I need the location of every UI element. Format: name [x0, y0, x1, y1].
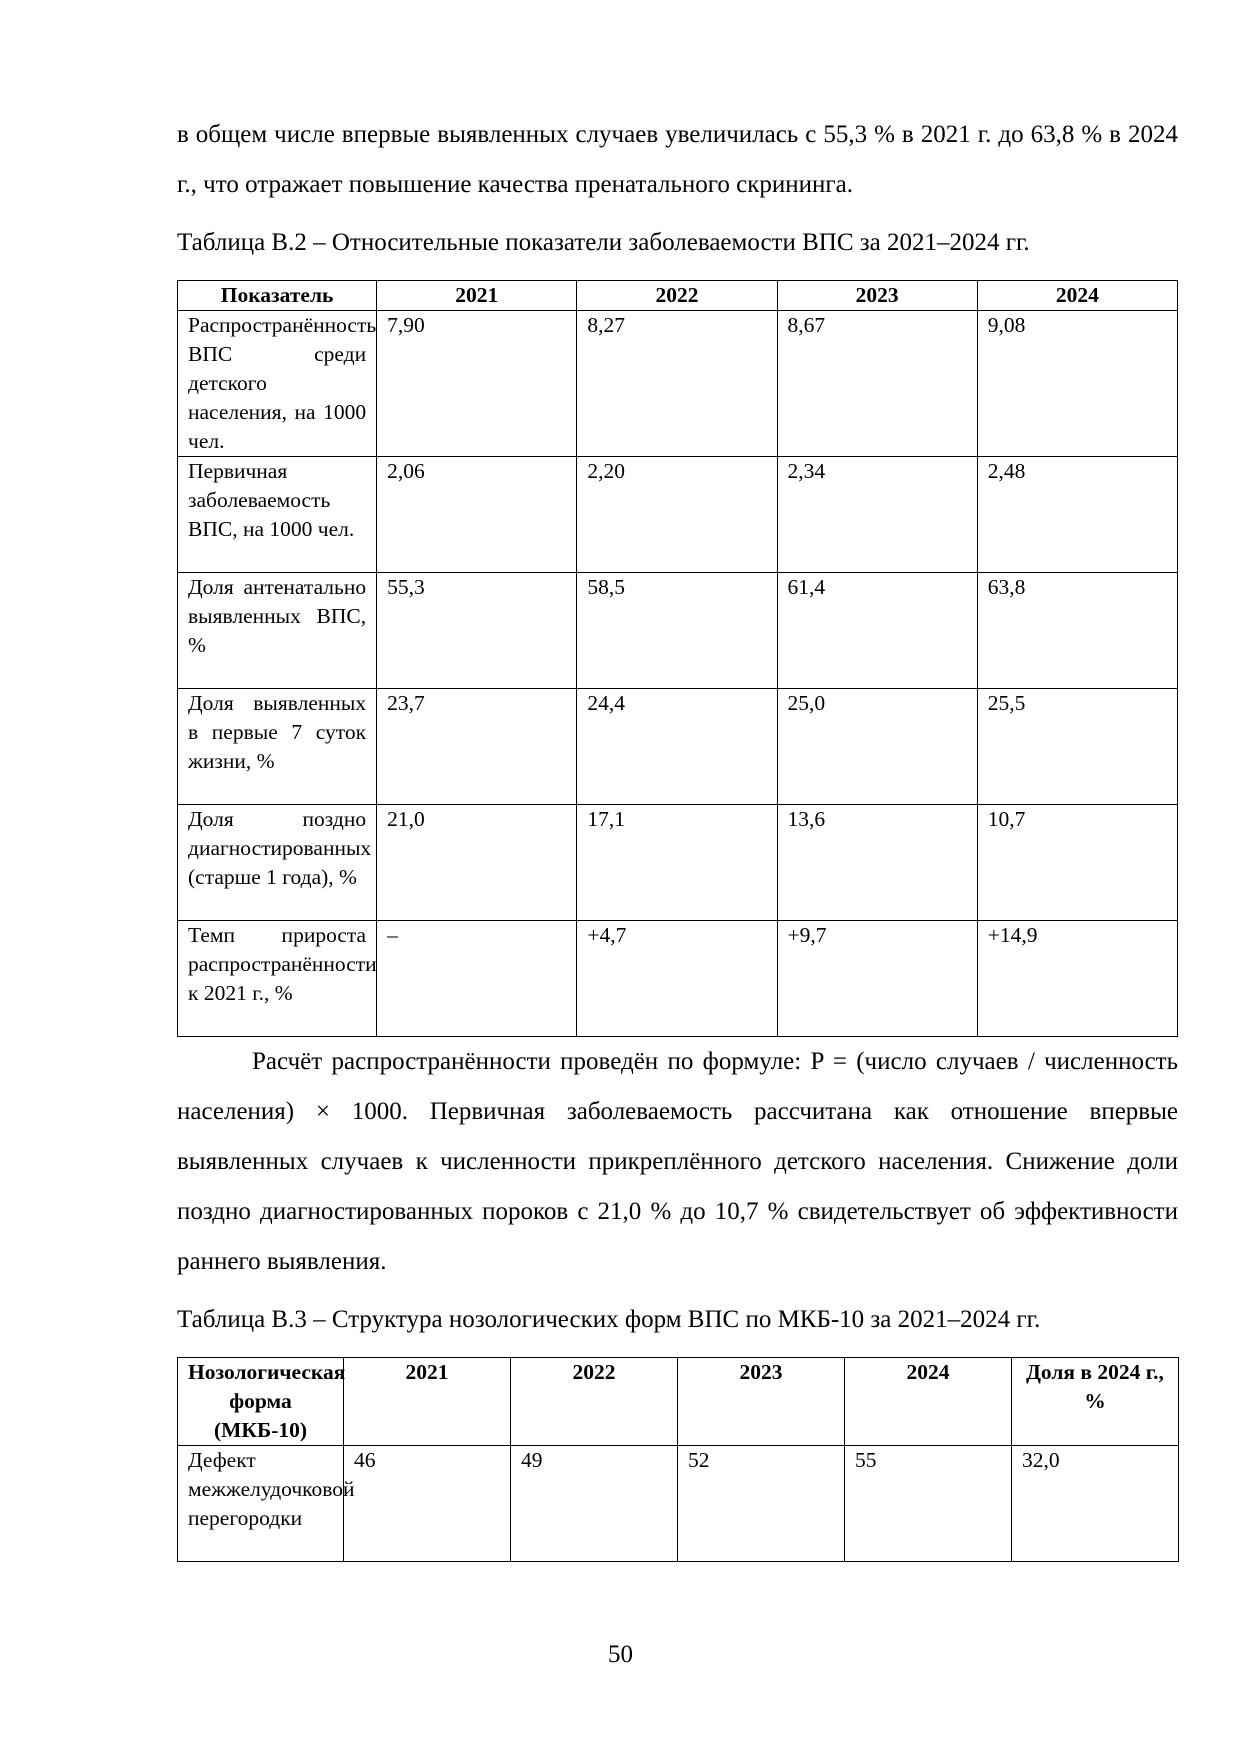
table-row [178, 457, 1178, 573]
intro-paragraph: в общем числе впервые выявленных случаев увеличилась с 55,3 % в 2021 г. до 63,8 % в 2024 г., что отражает повышение качества пренатального скрининга. [177, 121, 1178, 198]
column-header-2024: 2024 [977, 281, 1177, 311]
row-label: Первичная заболеваемость ВПС, на 1000 чел. [178, 457, 377, 573]
table-cell: 10,7 [977, 805, 1177, 921]
row-label: Доля антенатально выявленных ВПС, % [178, 573, 377, 689]
table-cell: 55 [845, 1446, 1012, 1562]
table-row [178, 689, 1178, 805]
table-cell: +4,7 [577, 921, 777, 1037]
table-cell: 46 [344, 1446, 511, 1562]
table-b3 [177, 1357, 1179, 1562]
table-cell: +14,9 [977, 921, 1177, 1037]
table-cell: 52 [678, 1446, 845, 1562]
table-cell: +9,7 [777, 921, 977, 1037]
column-header-2024: 2024 [845, 1358, 1012, 1446]
row-label: Доля выявленных в первые 7 суток жизни, % [178, 689, 377, 805]
column-header-2021: 2021 [377, 281, 577, 311]
column-header-2021: 2021 [344, 1358, 511, 1446]
table-cell: 25,0 [777, 689, 977, 805]
table-cell: 58,5 [577, 573, 777, 689]
table-cell: 24,4 [577, 689, 777, 805]
table-cell: 9,08 [977, 311, 1177, 457]
table-cell: 8,67 [777, 311, 977, 457]
table-cell: 17,1 [577, 805, 777, 921]
table-cell: 32,0 [1012, 1446, 1179, 1562]
row-label: Темп прироста распространённости к 2021 г., % [178, 921, 377, 1037]
table-cell: 2,48 [977, 457, 1177, 573]
table-row [178, 921, 1178, 1037]
table-cell: 55,3 [377, 573, 577, 689]
table-cell: 7,90 [377, 311, 577, 457]
table-row [178, 1446, 1179, 1562]
table-row [178, 311, 1178, 457]
table-row [178, 573, 1178, 689]
row-label: Распространённость ВПС среди детского населения, на 1000 чел. [178, 311, 377, 457]
row-label: Доля поздно диагностированных (старше 1 года), % [178, 805, 377, 921]
table-cell: 49 [511, 1446, 678, 1562]
table-b2-caption: Таблица В.2 – Относительные показатели заболеваемости ВПС за 2021–2024 гг. [177, 229, 1030, 256]
table-cell: 2,34 [777, 457, 977, 573]
table-cell: – [377, 921, 577, 1037]
table-cell: 61,4 [777, 573, 977, 689]
table-cell: 23,7 [377, 689, 577, 805]
column-header-2023: 2023 [678, 1358, 845, 1446]
column-header-2022: 2022 [577, 281, 777, 311]
column-header-indicator: Показатель [178, 281, 377, 311]
column-header-2022: 2022 [511, 1358, 678, 1446]
column-header-2023: 2023 [777, 281, 977, 311]
table-cell: 2,06 [377, 457, 577, 573]
table-header-row [178, 1358, 1179, 1446]
calc-paragraph: Расчёт распространённости проведён по формуле: P = (число случаев / численность населения) × 1000. Первичная заболеваемость рассчитана как отношение впервые выявленных случаев к численности прикреплённого детского населения. Снижение доли поздно диагностированных пороков с 21,0 % до 10,7 % свидетельствует об эффективности раннего выявления. [177, 1048, 1178, 1275]
table-cell: 21,0 [377, 805, 577, 921]
row-label: Дефект межжелудочковой перегородки [178, 1446, 344, 1562]
table-cell: 25,5 [977, 689, 1177, 805]
table-cell: 2,20 [577, 457, 777, 573]
table-cell: 8,27 [577, 311, 777, 457]
document-page [177, 110, 1178, 1562]
table-b3-caption: Таблица В.3 – Структура нозологических форм ВПС по МКБ-10 за 2021–2024 гг. [177, 1306, 1041, 1333]
page-number: 50 [608, 1641, 633, 1668]
table-header-row [178, 281, 1178, 311]
column-header-share-2024: Доля в 2024 г., % [1012, 1358, 1179, 1446]
table-row [178, 805, 1178, 921]
table-cell: 63,8 [977, 573, 1177, 689]
column-header-nosology: Нозологическая форма (МКБ-10) [178, 1358, 344, 1446]
table-cell: 13,6 [777, 805, 977, 921]
table-b2 [177, 280, 1178, 1037]
